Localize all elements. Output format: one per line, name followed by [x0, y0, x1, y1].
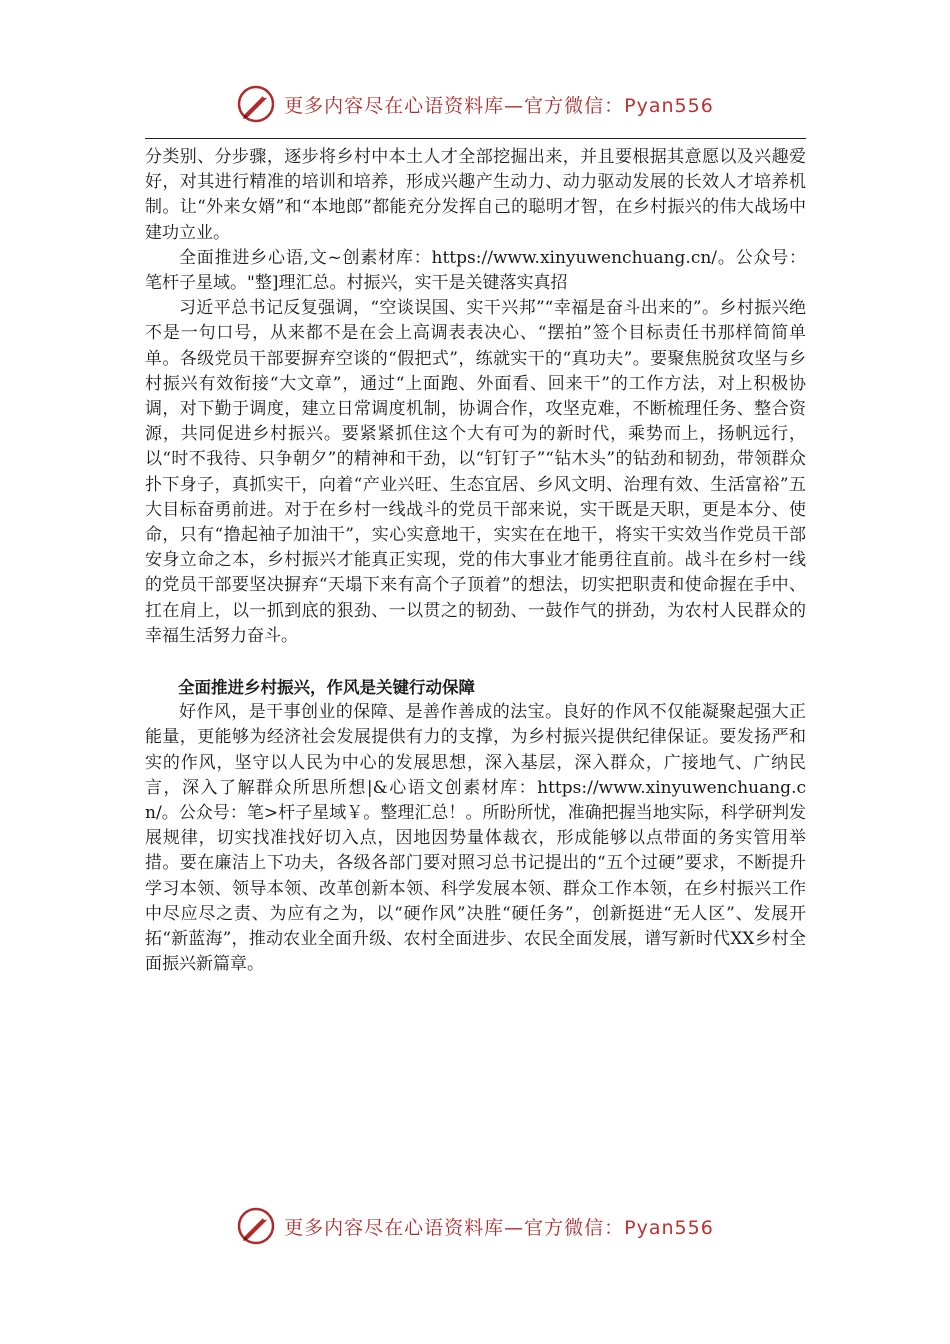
paragraph-2: 全面推进乡心语,文~创素材库：https://www.xinyuwenchuang.cn/。公众号：笔杆子星域。"整]理汇总。村振兴，实干是关键落实真招 — [145, 247, 806, 294]
document-body — [145, 145, 806, 978]
pen-logo-icon — [236, 84, 276, 124]
header-rule — [145, 138, 806, 139]
header-banner-text: 更多内容尽在心语资料库—官方微信：Pyan556 — [284, 94, 714, 117]
footer-banner — [0, 1206, 950, 1246]
paragraph-3: 习近平总书记反复强调，“空谈误国、实干兴邦”“幸福是奋斗出来的”。乡村振兴绝不是一句口号，从来都不是在会上高调表表决心、“摆拍”签个目标责任书那样简简单单。各级党员干部要摒弃空谈的“假把式”，练就实干的“真功夫”。要聚焦脱贫攻坚与乡村振兴有效衔接“大文章”，通过“上面跑、外面看、回来干”的工作方法，对上积极协调，对下勤于调度，建立日常调度机制，协调合作，攻坚克难，不断梳理任务、整合资源，共同促进乡村振兴。要紧紧抓住这个大有可为的新时代，乘势而上，扬帆远行，以“时不我待、只争朝夕”的精神和干劲，以“钉钉子”“钻木头”的钻劲和韧劲，带领群众扑下身子，真抓实干，向着“产业兴旺、生态宜居、乡风文明、治理有效、生活富裕”五大目标奋勇前进。对于在乡村一线战斗的党员干部来说，实干既是天职，更是本分、使命，只有“撸起袖子加油干”，实心实意地干，实实在在地干，将实干实效当作党员干部安身立命之本，乡村振兴才能真正实现，党的伟大事业才能勇往直前。战斗在乡村一线的党员干部要坚决摒弃“天塌下来有高个子顶着”的想法，切实把职责和使命握在手中、扛在肩上，以一抓到底的狠劲、一以贯之的韧劲、一鼓作气的拼劲，为农村人民群众的幸福生活努力奋斗。 — [145, 298, 806, 646]
section-heading: 全面推进乡村振兴，作风是关键行动保障 — [178, 678, 475, 698]
paragraph-1: 分类别、分步骤，逐步将乡村中本土人才全部挖掘出来，并且要根据其意愿以及兴趣爱好，对其进行精准的培训和培养，形成兴趣产生动力、动力驱动发展的长效人才培养机制。让“外来女婿”和“本地郎”都能充分发挥自己的聪明才智，在乡村振兴的伟大战场中建功立业。 — [145, 147, 806, 243]
paragraph-4: 好作风，是干事创业的保障、是善作善成的法宝。良好的作风不仅能凝聚起强大正能量，更能够为经济社会发展提供有力的支撑，为乡村振兴提供纪律保证。要发扬严和实的作风，坚守以人民为中心的发展思想，深入基层，深入群众，广接地气、广纳民言，深入了解群众所思所想|&心语文创素材库：https://www.xinyuwenchuang.cn/。公众号：笔>杆子星域￥。整理汇总！。所盼所忧，准确把握当地实际，科学研判发展规律，切实找准找好切入点，因地因势量体裁衣，形成能够以点带面的务实管用举措。要在廉洁上下功夫，各级各部门要对照习总书记提出的“五个过硬”要求，不断提升学习本领、领导本领、改革创新本领、科学发展本领、群众工作本领，在乡村振兴工作中尽应尽之责、为应有之为，以“硬作风”决胜“硬任务”，创新挺进“无人区”、发展开拓“新蓝海”，推动农业全面升级、农村全面进步、农民全面发展，谱写新时代XX乡村全面振兴新篇章。 — [145, 702, 806, 975]
footer-wechat-id: Pyan556 — [624, 1216, 714, 1239]
header-banner — [0, 84, 950, 124]
footer-banner-text: 更多内容尽在心语资料库—官方微信：Pyan556 — [284, 1216, 714, 1239]
header-wechat-id: Pyan556 — [624, 94, 714, 117]
pen-logo-icon — [236, 1206, 276, 1246]
